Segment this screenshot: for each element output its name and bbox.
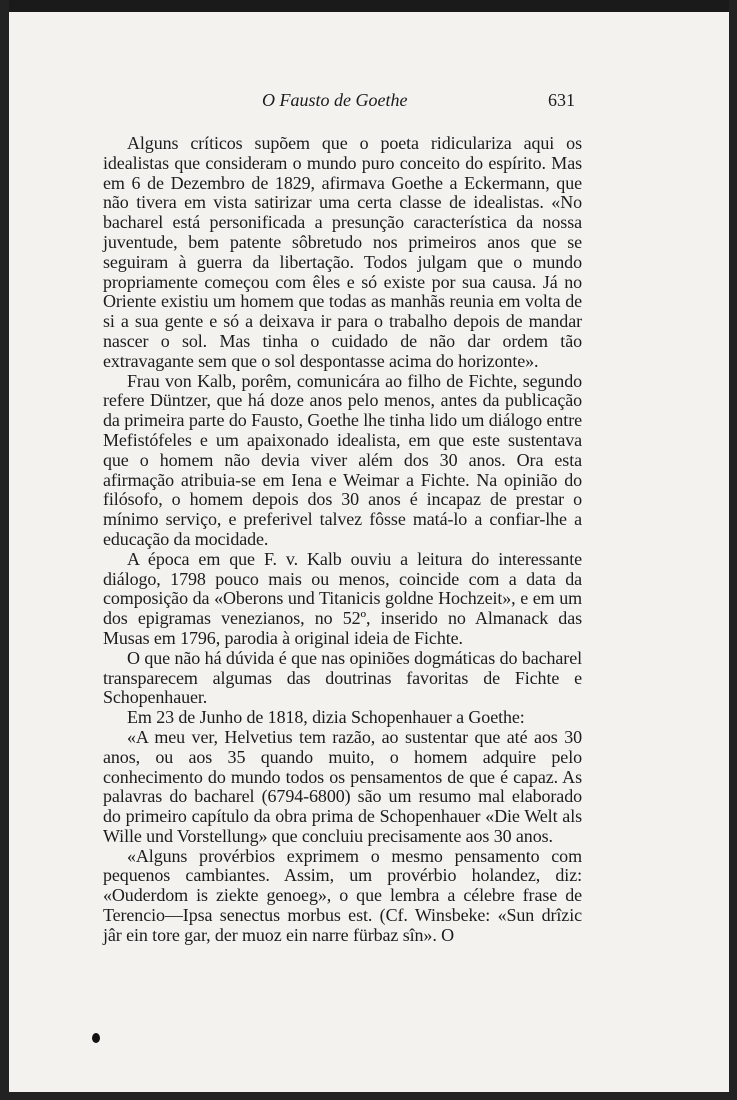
paragraph: O que não há dúvida é que nas opiniões dogmáticas do bacharel transparecem algumas das doutrinas favoritas de Fichte e Schopenhauer.: [103, 647, 582, 708]
paragraph: «Alguns provérbios exprimem o mesmo pensamento com pequenos cambiantes. Assim, um provérbio holandez, diz: «Ouderdom is ziekte genoeg», o que lembra a célebre frase de Terencio—Ipsa senectus morbus est. (Cf. Winsbeke: «Sun drîzic jâr ein tore gar, der muoz ein narre fürbaz sîn». O: [103, 845, 582, 945]
ink-spot: [92, 1033, 100, 1043]
scan-border-right: [729, 0, 737, 1100]
book-page: [9, 12, 729, 1092]
paragraph: Em 23 de Junho de 1818, dizia Schopenhauer a Goethe:: [127, 707, 525, 728]
page-header: [9, 90, 729, 120]
scan-border-left: [0, 0, 9, 1100]
paragraph: A época em que F. v. Kalb ouviu a leitura do interessante diálogo, 1798 pouco mais ou menos, coincide com a data da composição da «Oberons und Titanicis goldne Hochzeit», e em um dos epigramas venezianos, no 52º, inserido no Almanack das Musas em 1796, parodia à original ideia de Fichte.: [103, 548, 582, 648]
body-text: [103, 134, 582, 946]
page-number: 631: [548, 90, 575, 110]
paragraph: Alguns críticos supõem que o poeta ridiculariza aqui os idealistas que consideram o mundo puro conceito do espírito. Mas em 6 de Dezembro de 1829, afirmava Goethe a Eckermann, que não tivera em vista satirizar uma certa classe de idealistas. «No bacharel está personificada a presunção característica da nossa juventude, bem patente sôbretudo nos primeiros anos que se seguiram à guerra da libertação. Todos julgam que o mundo propriamente começou com êles e só existe por sua causa. Já no Oriente existiu um homem que todas as manhãs reunia em volta de si a sua gente e só a deixava ir para o trabalho depois de mandar nascer o sol. Mas tinha o cuidado de não dar ordem tão extravagante sem que o sol despontasse acima do horizonte».: [103, 133, 582, 371]
running-title: O Fausto de Goethe: [262, 90, 408, 110]
paragraph: «A meu ver, Helvetius tem razão, ao sustentar que até aos 30 anos, ou aos 35 quando muito, o homem adquire pelo conhecimento do mundo todos os pensamentos de que é capaz. As palavras do bacharel (6794-6800) são um resumo mal elaborado do primeiro capítulo da obra prima de Schopenhauer «Die Welt als Wille und Vorstellung» que concluiu precisamente aos 30 anos.: [103, 726, 582, 846]
paragraph: Frau von Kalb, porêm, comunicára ao filho de Fichte, segundo refere Düntzer, que há doze anos pelo menos, antes da publicação da primeira parte do Fausto, Goethe lhe tinha lido um diálogo entre Mefistófeles e um apaixonado idealista, em que este sustentava que o homem não devia viver além dos 30 anos. Ora esta afirmação atribuia-se em Iena e Weimar a Fichte. Na opinião do filósofo, o homem depois dos 30 anos é incapaz de prestar o mínimo serviço, e preferivel talvez fôsse matá-lo a confiar-lhe a educação da mocidade.: [103, 370, 582, 549]
scan-border-top: [0, 0, 737, 12]
scan-border-bottom: [0, 1092, 737, 1100]
